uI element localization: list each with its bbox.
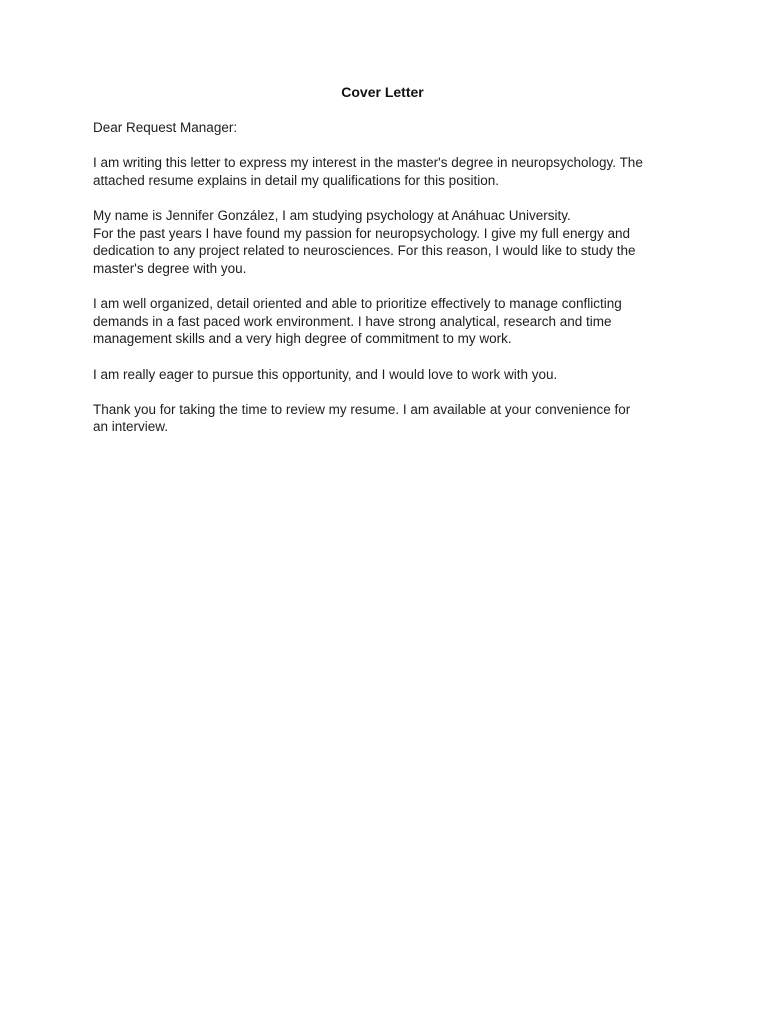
salutation: Dear Request Manager:	[93, 120, 238, 136]
page-title: Cover Letter	[341, 84, 424, 100]
paragraph-line: attached resume explains in detail my qualifications for this position.	[93, 172, 499, 188]
paragraph-line: demands in a fast paced work environment. I have strong analytical, research and time	[93, 313, 612, 329]
paragraph-skills	[93, 295, 672, 348]
paragraph-line: dedication to any project related to neurosciences. For this reason, I would like to study the	[93, 243, 636, 259]
paragraph-line: master's degree with you.	[93, 260, 247, 276]
paragraph-interest	[93, 154, 672, 189]
paragraph-eagerness	[93, 366, 672, 384]
paragraph-line: I am well organized, detail oriented and able to prioritize effectively to manage conflicting	[93, 296, 622, 312]
paragraph-line: I am writing this letter to express my interest in the master's degree in neuropsychology. The	[93, 155, 643, 171]
paragraph-line: management skills and a very high degree of commitment to my work.	[93, 331, 512, 347]
paragraph-line: I am really eager to pursue this opportunity, and I would love to work with you.	[93, 366, 558, 382]
paragraph-line: an interview.	[93, 419, 169, 435]
paragraph-line: My name is Jennifer González, I am studying psychology at Anáhuac University.	[93, 208, 571, 224]
paragraph-closing	[93, 401, 672, 436]
paragraph-line: Thank you for taking the time to review my resume. I am available at your convenience for	[93, 401, 631, 417]
paragraph-line: For the past years I have found my passion for neuropsychology. I give my full energy and	[93, 225, 631, 241]
paragraph-introduction	[93, 207, 672, 277]
